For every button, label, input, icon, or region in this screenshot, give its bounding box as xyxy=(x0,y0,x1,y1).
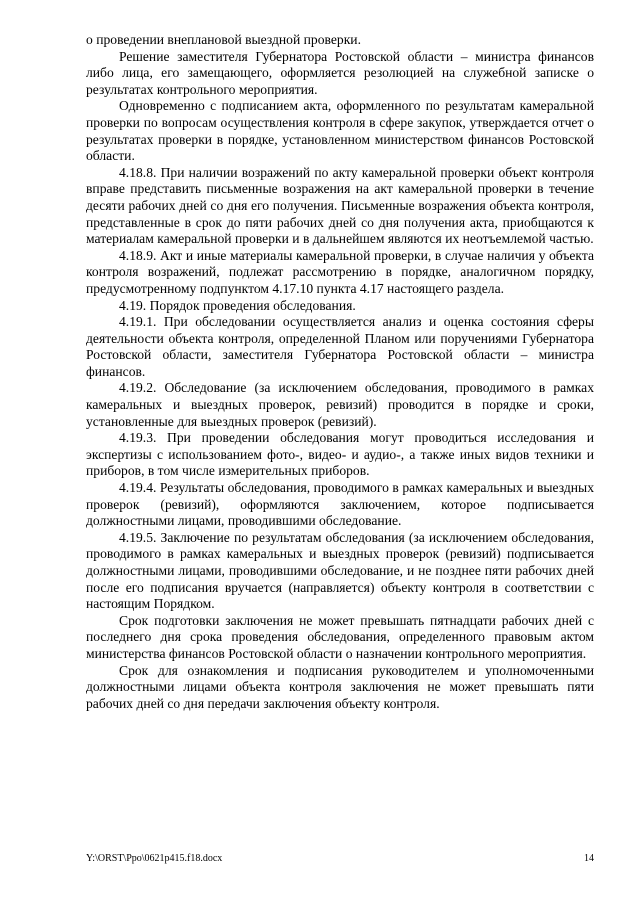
paragraph-4-19-4: 4.19.4. Результаты обследования, проводимого в рамках камеральных и выездных проверок (ревизий), оформляются заключением, которое подписывается должностными лицами, проводившими обследование. xyxy=(86,480,594,529)
paragraph-4-18-9: 4.18.9. Акт и иные материалы камеральной проверки, в случае наличия у объекта контроля возражений, подлежат рассмотрению в порядке, аналогичном порядку, предусмотренному подпунктом 4.17.10 пункта 4.17 настоящего раздела. xyxy=(86,247,594,296)
paragraph-review-deadline: Срок для ознакомления и подписания руководителем и уполномоченными должностными лицами объекта контроля заключения не может превышать пяти рабочих дней со дня передачи заключения объекту контроля. xyxy=(86,662,594,711)
footer-file-path: Y:\ORST\Ppo\0621p415.f18.docx xyxy=(86,853,223,864)
paragraph-decision: Решение заместителя Губернатора Ростовской области – министра финансов либо лица, его замещающего, оформляется резолюцией на служебной записке о результатах контрольного мероприятия. xyxy=(86,48,594,97)
page-number: 14 xyxy=(584,853,594,864)
paragraph-4-19-3: 4.19.3. При проведении обследования могут проводиться исследования и экспертизы с использованием фото-, видео- и аудио-, а также иных видов техники и приборов, в том числе измерительных приборов. xyxy=(86,430,594,479)
paragraph-report-approval: Одновременно с подписанием акта, оформленного по результатам камеральной проверки по вопросам осуществления контроля в сфере закупок, утверждается отчет о результатах проверки в порядке, установленном министерством финансов Ростовской области. xyxy=(86,98,594,164)
paragraph-4-19-2: 4.19.2. Обследование (за исключением обследования, проводимого в рамках камеральных и выездных проверок, ревизий) проводится в порядке и сроки, установленные для выездных проверок (ревизий). xyxy=(86,380,594,429)
paragraph-4-19-5: 4.19.5. Заключение по результатам обследования (за исключением обследования, проводимого в рамках камеральных и выездных проверок (ревизий) подписывается должностными лицами, проводившими обследование, и не позднее пяти рабочих дней после его подписания вручается (направляется) объекту контроля в соответствии с настоящим Порядком. xyxy=(86,529,594,612)
document-page xyxy=(86,32,594,712)
paragraph-4-18-8: 4.18.8. При наличии возражений по акту камеральной проверки объект контроля вправе представить письменные возражения на акт камеральной проверки в течение десяти рабочих дней со дня его получения. Письменные возражения объекта контроля, представленные в срок до пяти рабочих дней со дня получения акта, приобщаются к материалам камеральной проверки и в дальнейшем являются их неотъемлемой частью. xyxy=(86,164,594,247)
paragraph-4-19: 4.19. Порядок проведения обследования. xyxy=(119,297,356,313)
paragraph-continuation: о проведении внеплановой выездной проверки. xyxy=(86,32,361,47)
paragraph-4-19-1: 4.19.1. При обследовании осуществляется анализ и оценка состояния сферы деятельности объекта контроля, определенной Планом или поручениями Губернатора Ростовской области, заместителя Губернатора Ростовской области – министра финансов. xyxy=(86,314,594,379)
paragraph-conclusion-deadline: Срок подготовки заключения не может превышать пятнадцати рабочих дней с последнего дня срока проведения обследования, определенного правовым актом министерства финансов Ростовской области о назначении контрольного мероприятия. xyxy=(86,612,594,661)
